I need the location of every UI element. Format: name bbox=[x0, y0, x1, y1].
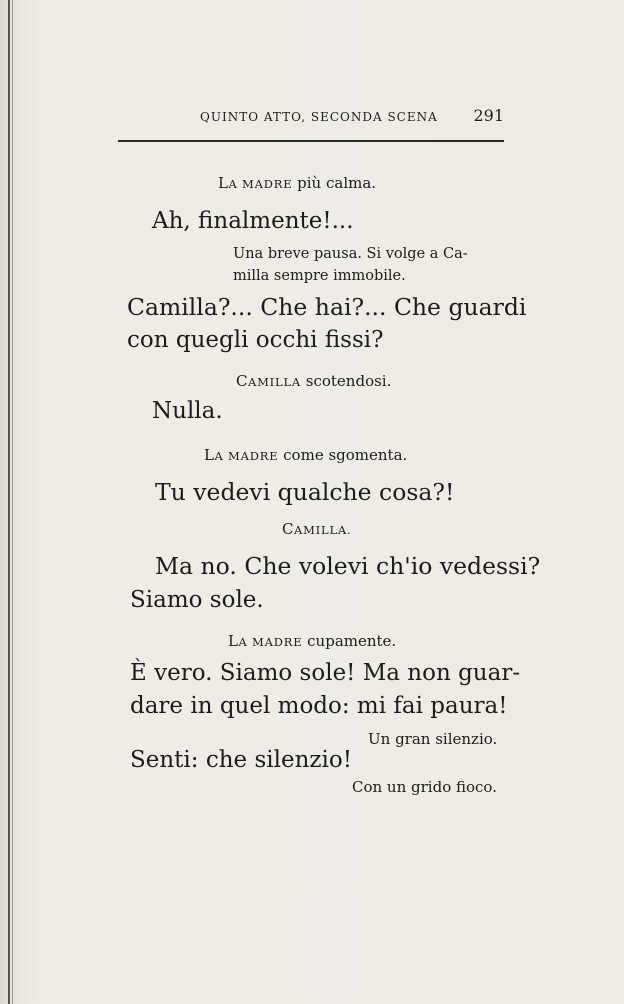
stage-direction: Un gran silenzio. bbox=[368, 730, 498, 748]
speaker-rest: A MADRE bbox=[228, 177, 293, 191]
direction-text: come sgomenta. bbox=[278, 446, 408, 464]
speaker-name bbox=[218, 174, 292, 192]
dialogue-line: Tu vedevi qualche cosa?! bbox=[155, 478, 455, 506]
dialogue-line: dare in quel modo: mi fai paura! bbox=[130, 693, 508, 719]
speaker-rest: A MADRE bbox=[214, 449, 279, 463]
stage-direction bbox=[204, 446, 407, 464]
running-head: QUINTO ATTO, SECONDA SCENA bbox=[200, 110, 438, 124]
speaker-name bbox=[236, 372, 301, 390]
direction-text: scotendosi. bbox=[301, 372, 392, 390]
page-header bbox=[118, 106, 504, 130]
stage-direction bbox=[282, 520, 351, 538]
speaker-initial: L bbox=[228, 632, 239, 650]
stage-direction bbox=[228, 632, 396, 650]
dialogue-line: Camilla?... Che hai?... Che guardi bbox=[127, 293, 527, 321]
direction-text: più calma. bbox=[292, 174, 377, 192]
stage-direction bbox=[236, 372, 391, 390]
speaker-initial: L bbox=[218, 174, 229, 192]
header-rule bbox=[118, 140, 504, 142]
speaker-initial: L bbox=[204, 446, 215, 464]
direction-text: cupamente. bbox=[302, 632, 397, 650]
speaker-initial: C bbox=[236, 372, 248, 390]
speaker-rest: AMILLA. bbox=[293, 523, 352, 537]
dialogue-line: con quegli occhi fissi? bbox=[127, 327, 384, 353]
dialogue-line: È vero. Siamo sole! Ma non guar- bbox=[130, 660, 521, 686]
speaker-name bbox=[204, 446, 278, 464]
page-number: 291 bbox=[473, 106, 504, 125]
speaker-initial: C bbox=[282, 520, 294, 538]
dialogue-line: Senti: che silenzio! bbox=[130, 747, 352, 773]
stage-direction: Con un grido fioco. bbox=[352, 778, 497, 796]
speaker-name bbox=[282, 520, 351, 538]
page-gutter-shadow bbox=[12, 0, 13, 1004]
dialogue-line: Siamo sole. bbox=[130, 587, 264, 613]
dialogue-line: Nulla. bbox=[152, 398, 223, 424]
speaker-name bbox=[228, 632, 302, 650]
stage-direction: milla sempre immobile. bbox=[233, 268, 406, 284]
dialogue-line: Ah, finalmente!... bbox=[152, 208, 354, 234]
stage-direction bbox=[218, 174, 376, 192]
stage-direction: Una breve pausa. Si volge a Ca- bbox=[233, 246, 468, 262]
speaker-rest: AMILLA bbox=[247, 375, 301, 389]
speaker-rest: A MADRE bbox=[238, 635, 303, 649]
dialogue-line: Ma no. Che volevi ch'io vedessi? bbox=[155, 552, 541, 580]
page-gutter-edge bbox=[8, 0, 10, 1004]
